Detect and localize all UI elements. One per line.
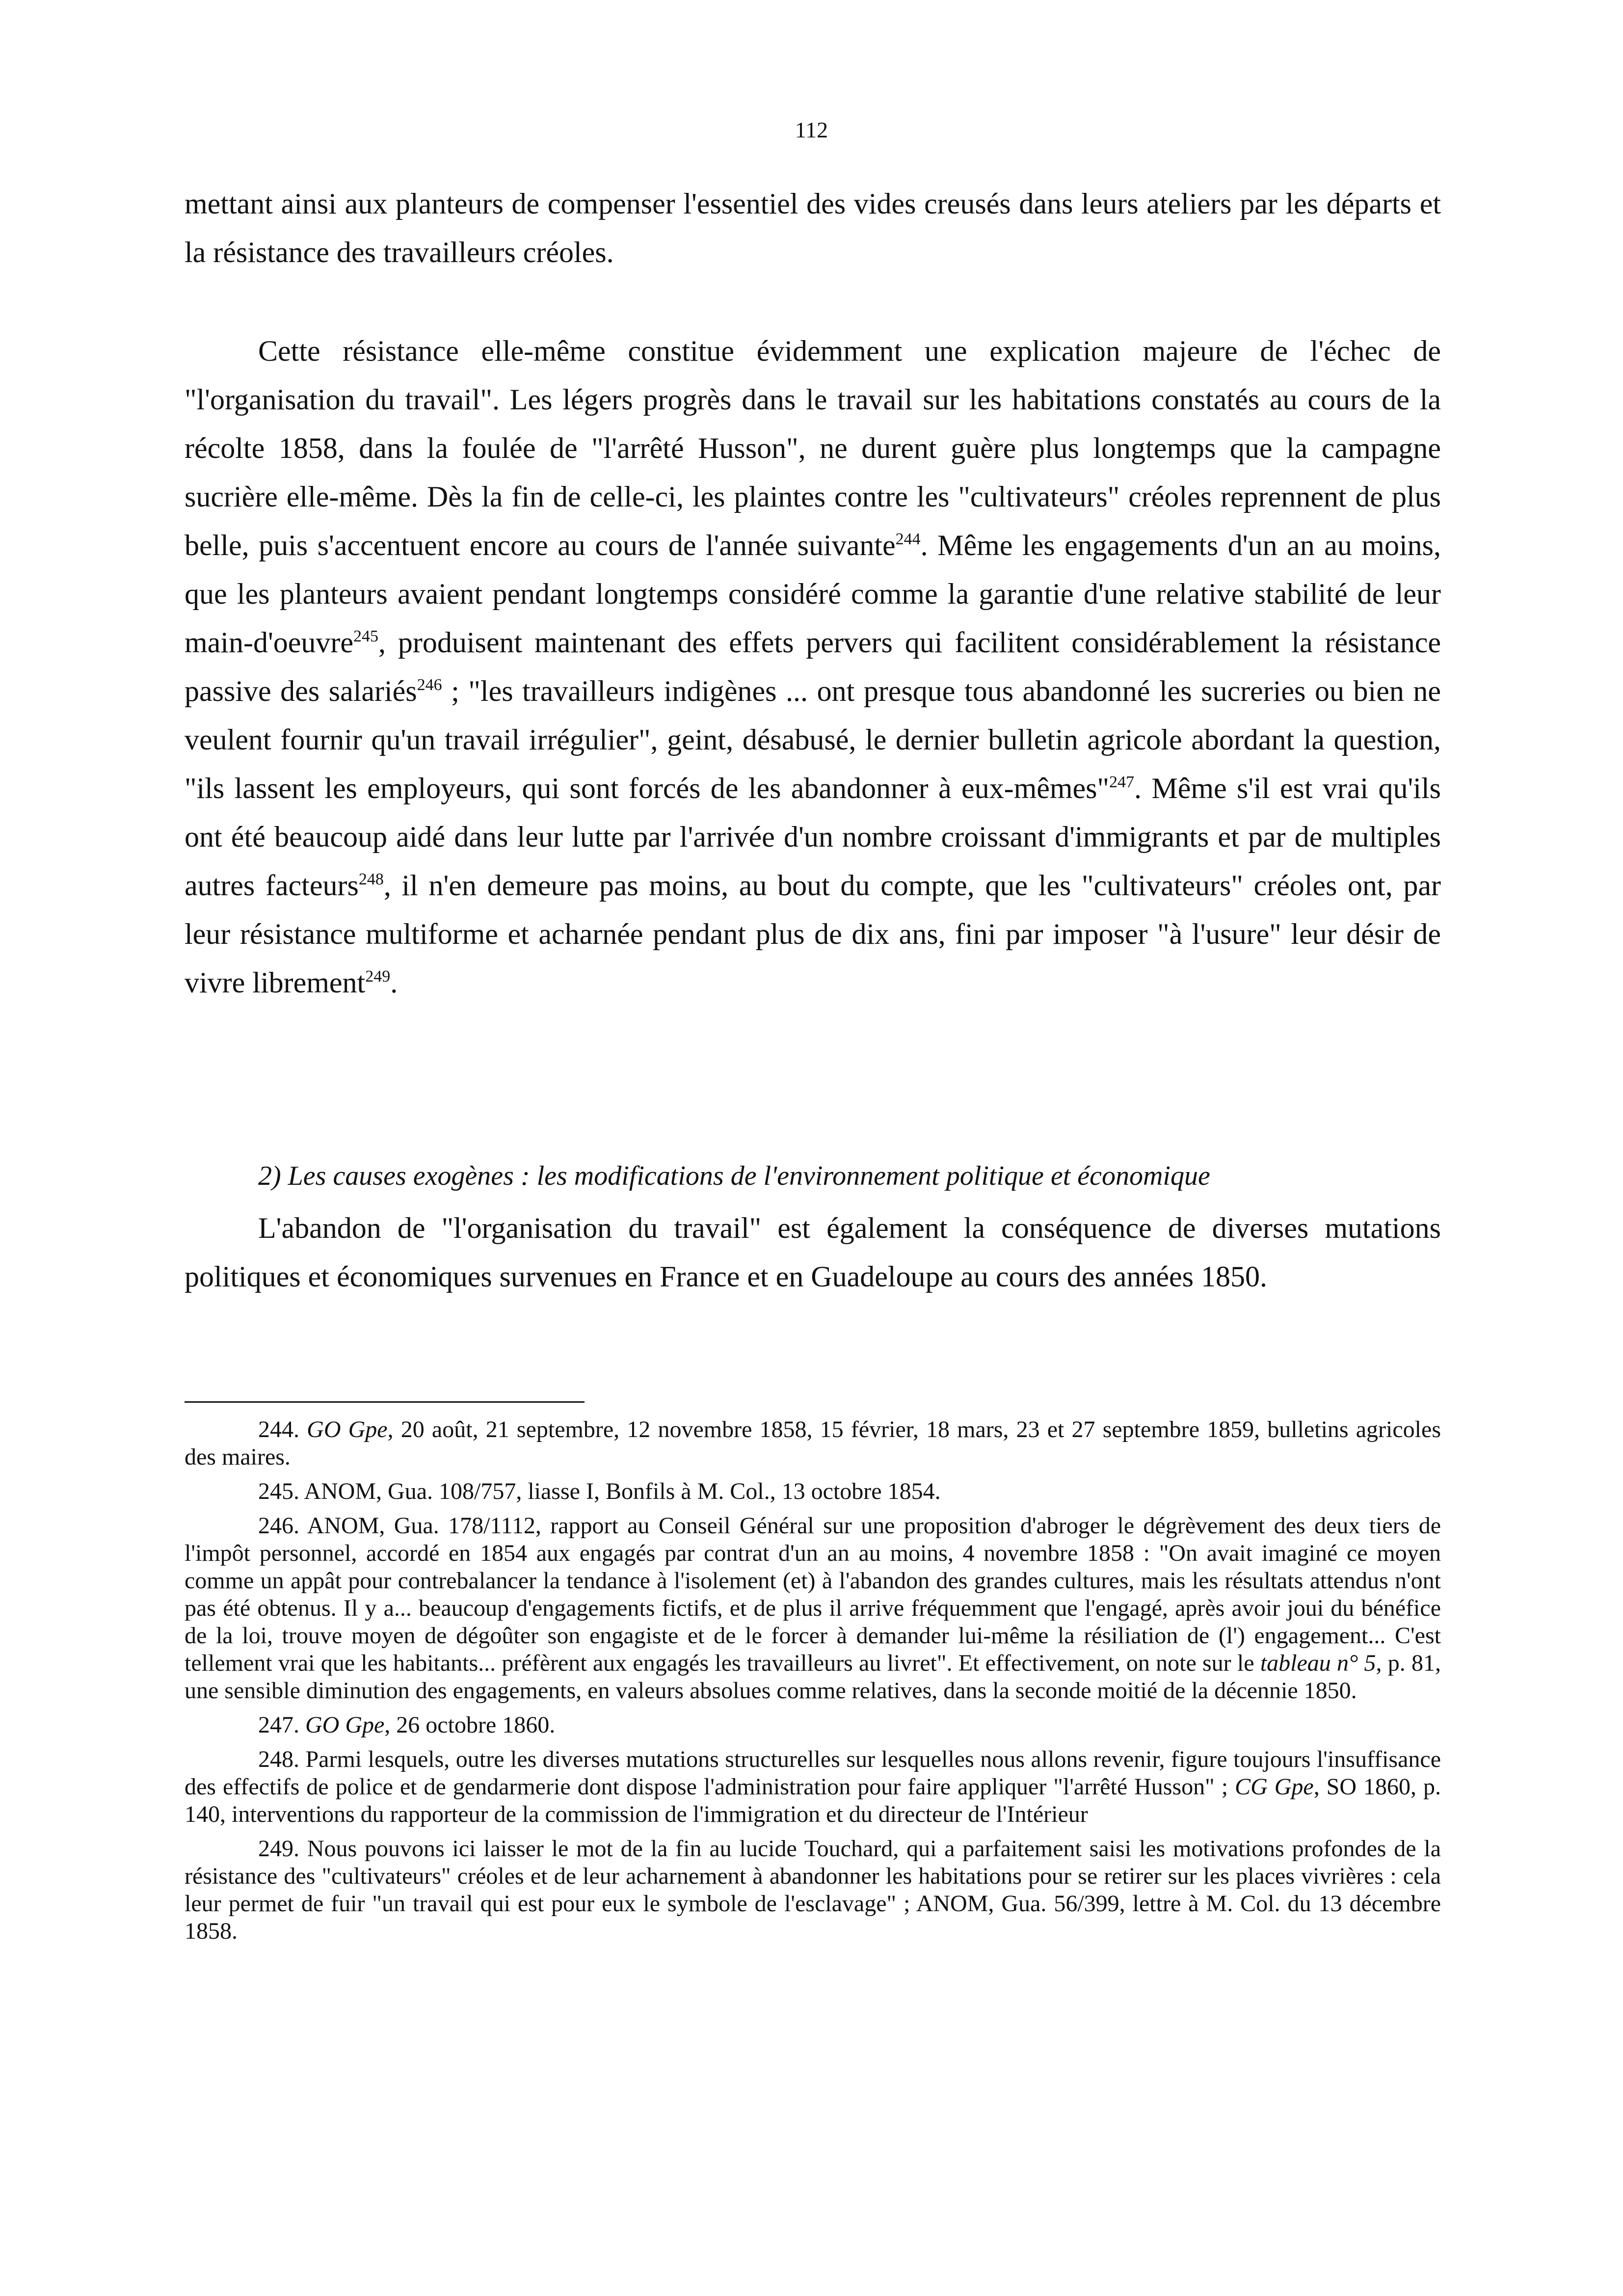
footnote-text: , SO 1860, p. 140, interventions du rapporteur de la commission de l'immigration et du directeur de l'Intérieur	[185, 1774, 1441, 1827]
footnote-246	[185, 1512, 1441, 1705]
text-run: Cette résistance elle-même constitue évidemment une explication majeure de l'échec de "l'organisation du travail". Les légers progrès dans le travail sur les habitations constatés au cours de la récolte 1858, dans la foulée de "l'arrêté Husson", ne durent guère plus longtemps que la campagne sucrière elle-même. Dès la fin de celle-ci, les plaintes contre les "cultivateurs" créoles reprennent de plus belle, puis s'accentuent encore au cours de l'année suivante	[185, 335, 1441, 561]
body-paragraph-2	[185, 327, 1441, 1007]
footnote-ref-247[interactable]: 247	[1109, 773, 1135, 791]
footnote-ref-245[interactable]: 245	[353, 627, 379, 645]
footnote-ref-246[interactable]: 246	[417, 676, 442, 694]
footnote-number: 244.	[258, 1416, 307, 1442]
footnote-text: 246. ANOM, Gua. 178/1112, rapport au Conseil Général sur une proposition d'abroger le dégrèvement des deux tiers de l'impôt personnel, accordé en 1854 aux engagés par contrat d'un an au moins, 4 novembre 1858 : "On avait imaginé ce moyen comme un appât pour contrebalancer la tendance à l'isolement (et) à l'abandon des grandes cultures, mais les résultats attendus n'ont pas été obtenus. Il y a... beaucoup d'engagements fictifs, et de plus il arrive fréquemment que l'engagé, après avoir joui du bénéfice de la loi, trouve moyen de dégoûter son engagiste et de le forcer à demander lui-même la résiliation de (l') engagement... C'est tellement vrai que les habitants... préfèrent aux engagés les travailleurs au livret". Et effectivement, on note sur le	[185, 1513, 1441, 1676]
footnote-ref-244[interactable]: 244	[895, 530, 921, 548]
footnote-text: , 26 octobre 1860.	[384, 1712, 556, 1738]
table-reference: tableau n° 5	[1260, 1650, 1376, 1676]
text-run: , il n'en demeure pas moins, au bout du compte, que les "cultivateurs" créoles ont, par leur résistance multiforme et acharnée pendant plus de dix ans, fini par imposer "à l'usure" leur désir de vivre librement	[185, 869, 1441, 999]
footnote-ref-248[interactable]: 248	[358, 870, 384, 888]
footnote-248	[185, 1746, 1441, 1828]
source-abbrev: GO Gpe	[307, 1416, 388, 1442]
footnote-244	[185, 1416, 1441, 1471]
text-run: , produisent maintenant des effets pervers qui facilitent considérablement la résistance passive des salariés	[185, 626, 1441, 707]
text-run: . Même les engagements d'un an au moins, que les planteurs avaient pendant longtemps considéré comme la garantie d'une relative stabilité de leur main-d'oeuvre	[185, 529, 1441, 659]
paragraph-text: L'abandon de "l'organisation du travail" est également la conséquence de diverses mutations politiques et économiques survenues en France et en Guadeloupe au cours des années 1850.	[185, 1212, 1441, 1293]
footnotes	[185, 1416, 1441, 1952]
page-number: 112	[795, 117, 828, 142]
footnote-249: 249. Nous pouvons ici laisser le mot de la fin au lucide Touchard, qui a parfaitement saisi les motivations profondes de la résistance des "cultivateurs" créoles et de leur acharnement à abandonner les habitations pour se retirer sur les places vivrières : cela leur permet de fuir "un travail qui est pour eux le symbole de l'esclavage" ; ANOM, Gua. 56/399, lettre à M. Col. du 13 décembre 1858.	[185, 1836, 1441, 1944]
text-run: ; "les travailleurs indigènes ... ont presque tous abandonné les sucreries ou bien ne veulent fournir qu'un travail irrégulier", geint, désabusé, le dernier bulletin agricole abordant la question, "ils lassent les employeurs, qui sont forcés de les abandonner à eux-mêmes"	[185, 675, 1441, 804]
footnote-number: 247.	[258, 1712, 305, 1738]
source-abbrev: GO Gpe	[305, 1712, 385, 1738]
body-paragraph-3	[185, 1204, 1441, 1301]
footnote-247	[185, 1711, 1441, 1739]
footnote-text: 248. Parmi lesquels, outre les diverses mutations structurelles sur lesquelles nous allons revenir, figure toujours l'insuffisance des effectifs de police et de gendarmerie dont dispose l'administration pour faire appliquer "l'arrêté Husson" ;	[185, 1746, 1441, 1800]
source-abbrev: CG Gpe	[1235, 1774, 1314, 1800]
footnote-divider	[185, 1401, 585, 1403]
footnote-245: 245. ANOM, Gua. 108/757, liasse I, Bonfils à M. Col., 13 octobre 1854.	[258, 1478, 941, 1504]
footnote-ref-249[interactable]: 249	[365, 967, 391, 986]
footnote-text: , p. 81, une sensible diminution des engagements, en valeurs absolues comme relatives, dans la seconde moitié de la décennie 1850.	[185, 1650, 1441, 1704]
footnote-text: , 20 août, 21 septembre, 12 novembre 1858, 15 février, 18 mars, 23 et 27 septembre 1859, bulletins agricoles des maires.	[185, 1416, 1441, 1470]
text-run: . Même s'il est vrai qu'ils ont été beaucoup aidé dans leur lutte par l'arrivée d'un nombre croissant d'immigrants et par de multiples autres facteurs	[185, 772, 1441, 902]
text-run: .	[390, 966, 398, 999]
body-paragraph-1	[185, 180, 1441, 277]
section-heading: 2) Les causes exogènes : les modifications de l'environnement politique et économique	[258, 1161, 1210, 1191]
paragraph-text	[185, 327, 1441, 1007]
paragraph-text: mettant ainsi aux planteurs de compenser l'essentiel des vides creusés dans leurs ateliers par les départs et la résistance des travailleurs créoles.	[185, 187, 1441, 268]
